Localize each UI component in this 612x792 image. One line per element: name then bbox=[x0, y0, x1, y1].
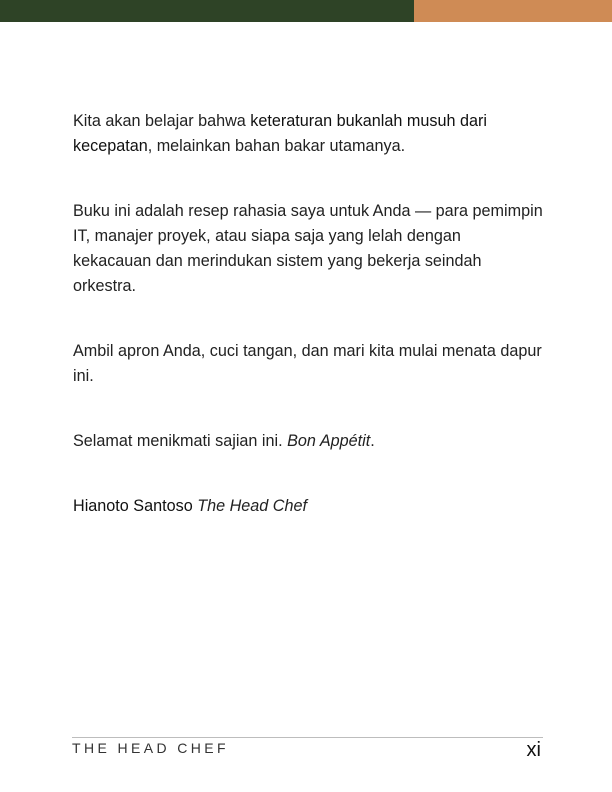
paragraph-2: Buku ini adalah resep rahasia saya untuk Anda — para pemimpin IT, manajer proyek, atau siapa saja yang lelah dengan kekacauan dan merindukan sistem yang bekerja seindah orkestra. bbox=[73, 202, 543, 295]
top-band-green bbox=[0, 0, 414, 22]
paragraph-4-end: . bbox=[370, 432, 375, 450]
signature-title: The Head Chef bbox=[197, 497, 307, 515]
footer-page-number: xi bbox=[526, 739, 541, 761]
top-color-band bbox=[0, 0, 612, 22]
signature-name: Hianoto Santoso bbox=[73, 497, 193, 515]
page-body bbox=[73, 109, 543, 519]
paragraph-4 bbox=[73, 429, 543, 454]
signature bbox=[73, 494, 543, 519]
paragraph-4-italic: Bon Appétit bbox=[287, 432, 371, 450]
footer-book-title: THE HEAD CHEF bbox=[72, 740, 229, 756]
footer-divider bbox=[72, 737, 543, 738]
top-band-orange bbox=[414, 0, 612, 22]
paragraph-1 bbox=[73, 109, 543, 159]
paragraph-4-text: Selamat menikmati sajian ini. bbox=[73, 432, 288, 450]
paragraph-1-lead: Kita akan belajar bahwa bbox=[73, 112, 251, 130]
paragraph-1-emphasis: keteraturan bukanlah musuh dari kecepatan bbox=[73, 112, 487, 155]
paragraph-1-tail: , melainkan bahan bakar utamanya. bbox=[147, 137, 406, 155]
paragraph-3: Ambil apron Anda, cuci tangan, dan mari kita mulai menata dapur ini. bbox=[73, 342, 542, 385]
